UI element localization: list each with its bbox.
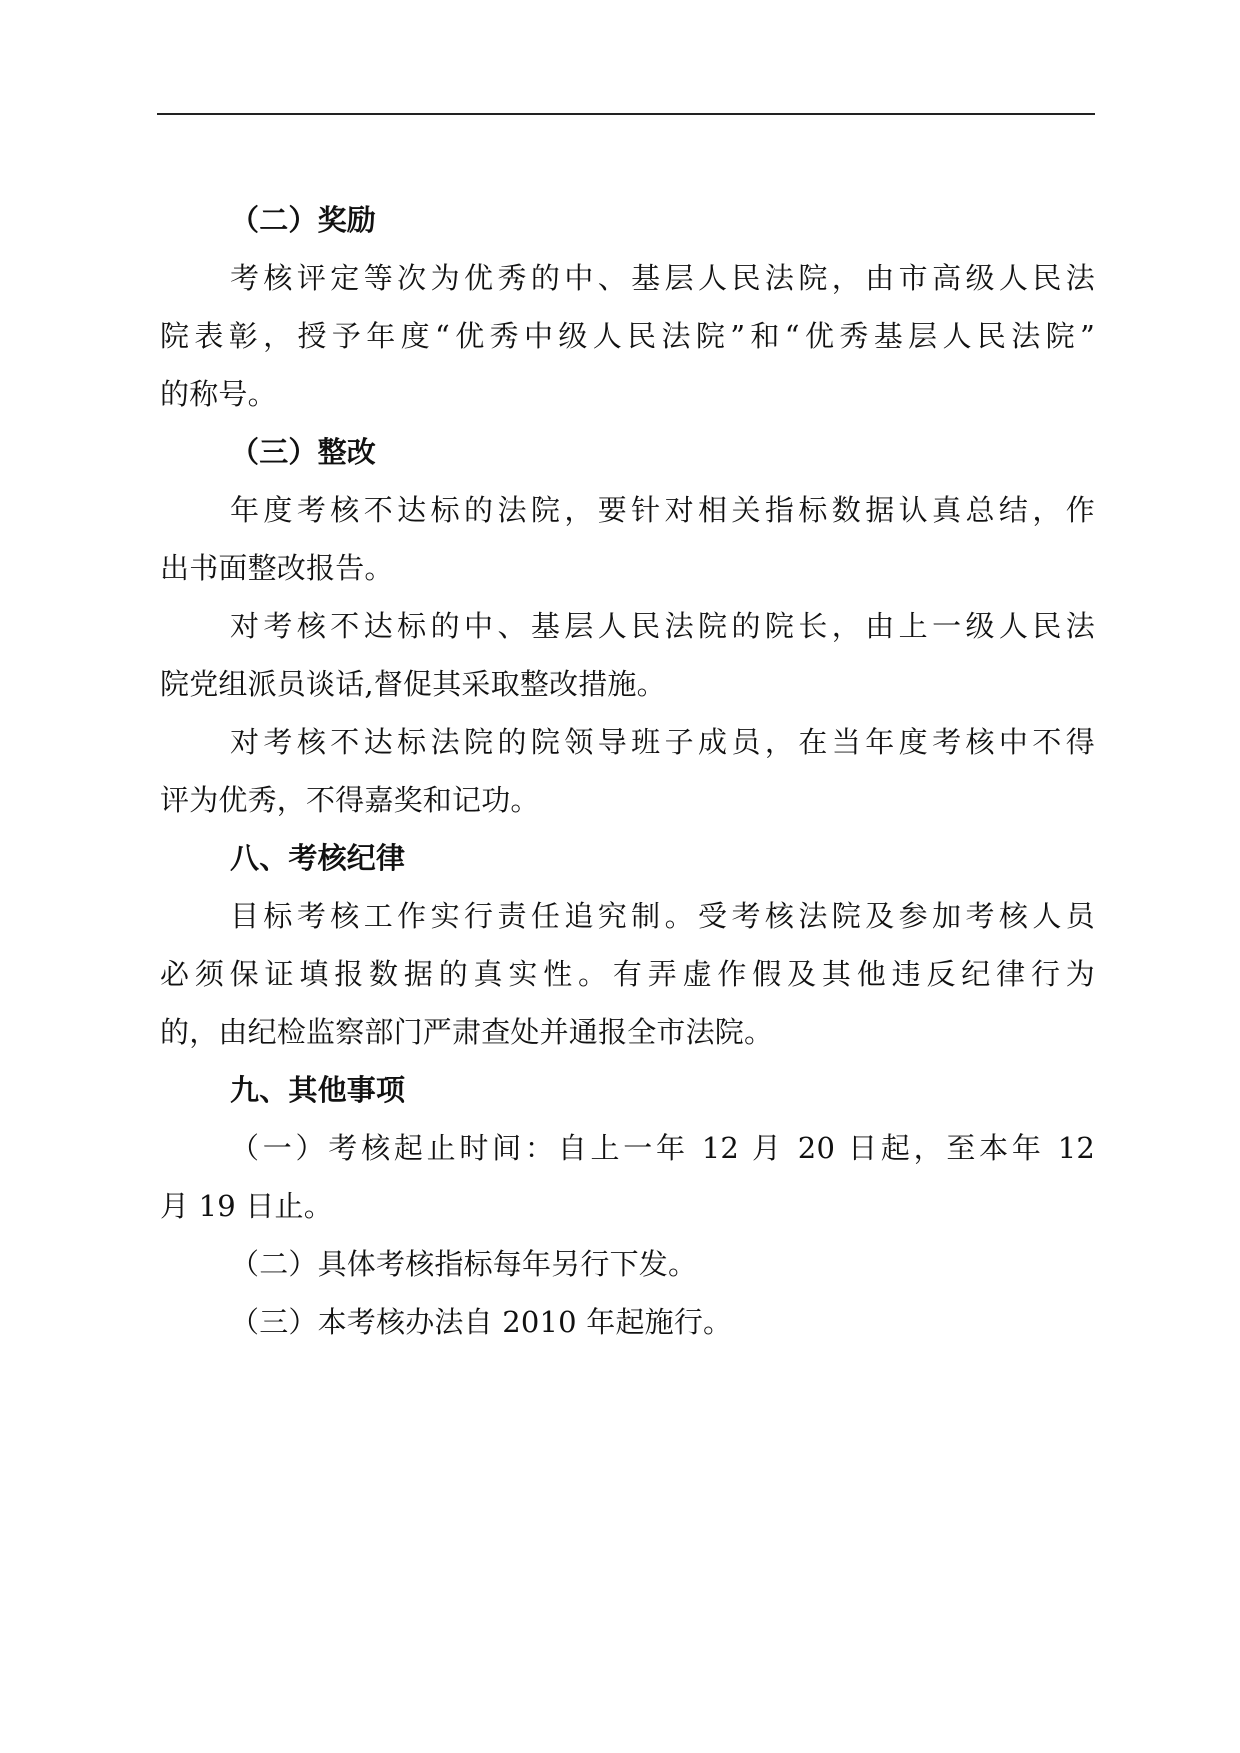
paragraph-line: 年度考核不达标的法院，要针对相关指标数据认真总结，作 — [230, 493, 1095, 527]
paragraph-line: （一）考核起止时间：自上一年 12 月 20 日起，至本年 12 — [230, 1131, 1095, 1165]
header-rule — [157, 113, 1095, 115]
paragraph-line: 评为优秀，不得嘉奖和记功。 — [160, 783, 540, 817]
heading-reward: （二）奖励 — [230, 203, 377, 237]
paragraph-line: 考核评定等次为优秀的中、基层人民法院，由市高级人民法 — [230, 261, 1095, 295]
heading-discipline: 八、考核纪律 — [230, 841, 406, 875]
paragraph-line: 对考核不达标法院的院领导班子成员，在当年度考核中不得 — [230, 725, 1095, 759]
paragraph-line: 必须保证填报数据的真实性。有弄虚作假及其他违反纪律行为 — [160, 957, 1095, 991]
heading-rectify: （三）整改 — [230, 435, 377, 469]
heading-other: 九、其他事项 — [230, 1073, 406, 1107]
paragraph-line: 的，由纪检监察部门严肃查处并通报全市法院。 — [160, 1015, 774, 1049]
paragraph-line: 对考核不达标的中、基层人民法院的院长，由上一级人民法 — [230, 609, 1095, 643]
paragraph-line: 院表彰，授予年度“优秀中级人民法院”和“优秀基层人民法院” — [160, 319, 1095, 353]
paragraph-line: （二）具体考核指标每年另行下发。 — [230, 1247, 698, 1281]
paragraph-line: （三）本考核办法自 2010 年起施行。 — [230, 1305, 733, 1339]
paragraph-line: 院党组派员谈话,督促其采取整改措施。 — [160, 667, 666, 701]
paragraph-line: 月 19 日止。 — [160, 1189, 333, 1223]
paragraph-line: 出书面整改报告。 — [160, 551, 394, 585]
paragraph-line: 的称号。 — [160, 377, 277, 411]
paragraph-line: 目标考核工作实行责任追究制。受考核法院及参加考核人员 — [230, 899, 1095, 933]
